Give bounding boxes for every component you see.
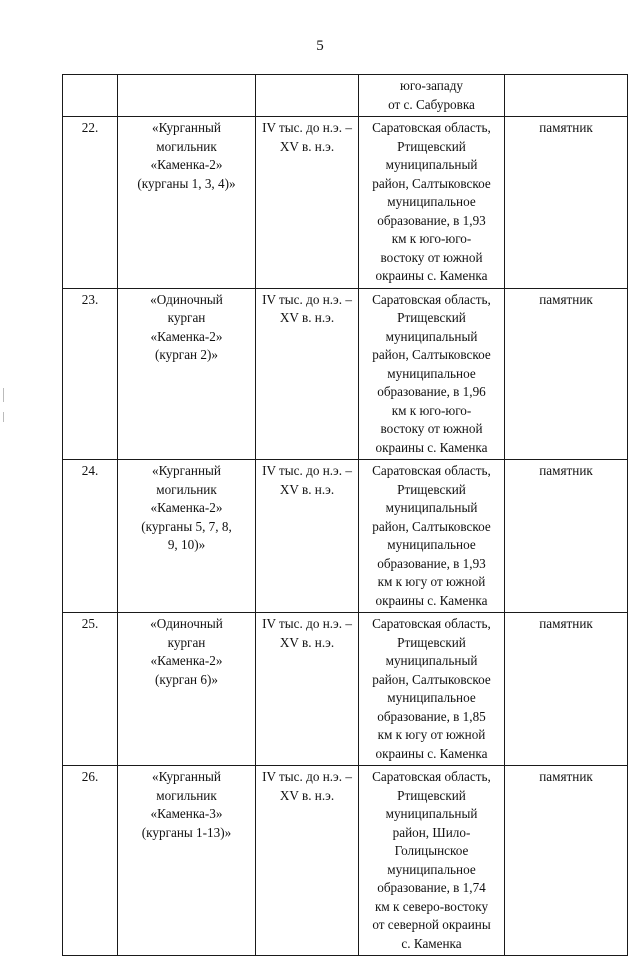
location-line: район, Шило- xyxy=(392,824,471,840)
dating-line: IV тыс. до н.э. – xyxy=(262,769,352,784)
location-cell xyxy=(359,288,505,460)
location-line: окраины с. Каменка xyxy=(375,592,488,608)
dating-line: XV в. н.э. xyxy=(279,787,335,803)
location-line: образование, в 1,93 xyxy=(377,555,486,571)
category-cell: памятник xyxy=(505,117,628,289)
row-number-cell: 23. xyxy=(63,288,118,460)
heritage-sites-table xyxy=(62,74,628,956)
location-line: Ртищевский xyxy=(397,481,466,497)
location-line: Ртищевский xyxy=(397,310,466,325)
table-body xyxy=(63,75,628,956)
location-line: район, Салтыковское xyxy=(372,175,491,191)
location-line: муниципальное xyxy=(387,537,476,552)
site-name-line: «Курганный xyxy=(152,769,221,784)
site-name-cell xyxy=(118,288,256,460)
category-cell xyxy=(505,75,628,117)
dating-line: XV в. н.э. xyxy=(279,138,335,154)
location-line: км к юго-юго- xyxy=(391,402,472,418)
site-name-line: (курганы 5, 7, 8, xyxy=(141,518,232,534)
dating-cell xyxy=(256,766,359,956)
site-name-line: могильник xyxy=(156,787,217,803)
location-line: муниципальное xyxy=(387,365,476,381)
location-line: от с. Сабуровка xyxy=(388,96,475,112)
table-row xyxy=(63,75,628,117)
dating-cell xyxy=(256,460,359,613)
row-number-cell xyxy=(63,75,118,117)
scan-edge-mark xyxy=(3,412,4,422)
location-cell xyxy=(359,613,505,766)
site-name-line: «Каменка-2» xyxy=(150,157,223,172)
location-cell xyxy=(359,766,505,956)
site-name-line: «Каменка-3» xyxy=(150,806,223,821)
location-line: муниципальный xyxy=(385,328,478,344)
location-line: км к северо-востоку xyxy=(374,898,489,914)
dating-cell xyxy=(256,117,359,289)
location-line: Саратовская область, xyxy=(372,120,491,135)
location-line: юго-западу xyxy=(399,78,464,93)
location-line: Ртищевский xyxy=(397,138,466,154)
location-line: окраины с. Каменка xyxy=(375,745,488,761)
location-line: км к югу от южной xyxy=(377,574,486,589)
site-name-line: «Каменка-2» xyxy=(150,500,223,515)
row-number-cell: 24. xyxy=(63,460,118,613)
site-name-line: (курганы 1-13)» xyxy=(141,824,232,840)
location-line: востоку от южной xyxy=(380,421,483,436)
location-line: Ртищевский xyxy=(397,787,466,803)
dating-cell xyxy=(256,288,359,460)
page-number: 5 xyxy=(316,38,324,54)
location-line: муниципальное xyxy=(387,690,476,705)
site-name-line: (курганы 1, 3, 4)» xyxy=(137,175,236,191)
site-name-line: курган xyxy=(167,310,206,325)
location-line: Голицынское xyxy=(394,843,469,858)
site-name-line: «Одиночный xyxy=(150,291,223,307)
row-number-cell: 22. xyxy=(63,117,118,289)
dating-line: XV в. н.э. xyxy=(279,310,335,325)
scan-edge-mark xyxy=(3,388,4,402)
location-line: Саратовская область, xyxy=(372,291,491,307)
location-line: муниципальное xyxy=(387,861,476,877)
dating-line: IV тыс. до н.э. – xyxy=(262,463,352,478)
location-line: Ртищевский xyxy=(397,634,466,650)
site-name-cell xyxy=(118,460,256,613)
site-name-line: могильник xyxy=(156,481,217,497)
site-name-cell xyxy=(118,117,256,289)
dating-line: IV тыс. до н.э. – xyxy=(262,616,352,631)
site-name-cell xyxy=(118,766,256,956)
site-name-line: «Каменка-2» xyxy=(150,653,223,668)
dating-line: IV тыс. до н.э. – xyxy=(262,120,352,135)
row-number-cell: 26. xyxy=(63,766,118,956)
category-cell: памятник xyxy=(505,766,628,956)
location-line: муниципальный xyxy=(385,500,478,515)
table-row xyxy=(63,117,628,289)
location-line: км к юго-юго- xyxy=(391,231,472,246)
location-line: км к югу от южной xyxy=(377,727,486,742)
location-line: образование, в 1,96 xyxy=(377,384,486,399)
site-name-cell xyxy=(118,613,256,766)
table-row xyxy=(63,613,628,766)
location-line: район, Салтыковское xyxy=(372,671,491,687)
location-line: Саратовская область, xyxy=(372,616,491,631)
dating-line: XV в. н.э. xyxy=(279,634,335,650)
location-cell xyxy=(359,75,505,117)
table-row xyxy=(63,766,628,956)
location-line: с. Каменка xyxy=(401,935,462,951)
dating-line: IV тыс. до н.э. – xyxy=(262,291,352,307)
site-name-line: «Одиночный xyxy=(150,616,223,631)
site-name-line: курган xyxy=(167,634,206,650)
location-line: образование, в 1,74 xyxy=(377,880,486,895)
location-line: Саратовская область, xyxy=(372,463,491,478)
table-row xyxy=(63,288,628,460)
category-cell: памятник xyxy=(505,288,628,460)
location-line: муниципальное xyxy=(387,194,476,209)
location-line: муниципальный xyxy=(385,653,478,668)
location-line: окраины с. Каменка xyxy=(375,268,488,283)
site-name-line: могильник xyxy=(156,138,217,154)
location-line: востоку от южной xyxy=(380,249,483,265)
location-line: образование, в 1,93 xyxy=(377,212,486,228)
site-name-line: (курган 6)» xyxy=(155,671,218,687)
location-line: район, Салтыковское xyxy=(372,518,491,534)
location-line: от северной окраины xyxy=(372,917,491,932)
location-cell xyxy=(359,117,505,289)
dating-cell xyxy=(256,75,359,117)
dating-line: XV в. н.э. xyxy=(279,481,335,497)
location-line: Саратовская область, xyxy=(372,769,491,784)
location-line: образование, в 1,85 xyxy=(377,708,486,724)
table-row xyxy=(63,460,628,613)
location-line: муниципальный xyxy=(385,806,478,821)
category-cell: памятник xyxy=(505,613,628,766)
location-line: район, Салтыковское xyxy=(372,347,491,362)
site-name-cell xyxy=(118,75,256,117)
site-name-line: 9, 10)» xyxy=(167,537,206,552)
site-name-line: «Курганный xyxy=(152,120,221,135)
location-line: окраины с. Каменка xyxy=(375,439,488,455)
site-name-line: «Курганный xyxy=(152,463,221,478)
row-number-cell: 25. xyxy=(63,613,118,766)
location-cell xyxy=(359,460,505,613)
category-cell: памятник xyxy=(505,460,628,613)
location-line: муниципальный xyxy=(385,157,478,172)
site-name-line: (курган 2)» xyxy=(155,347,218,362)
site-name-line: «Каменка-2» xyxy=(150,328,223,344)
dating-cell xyxy=(256,613,359,766)
